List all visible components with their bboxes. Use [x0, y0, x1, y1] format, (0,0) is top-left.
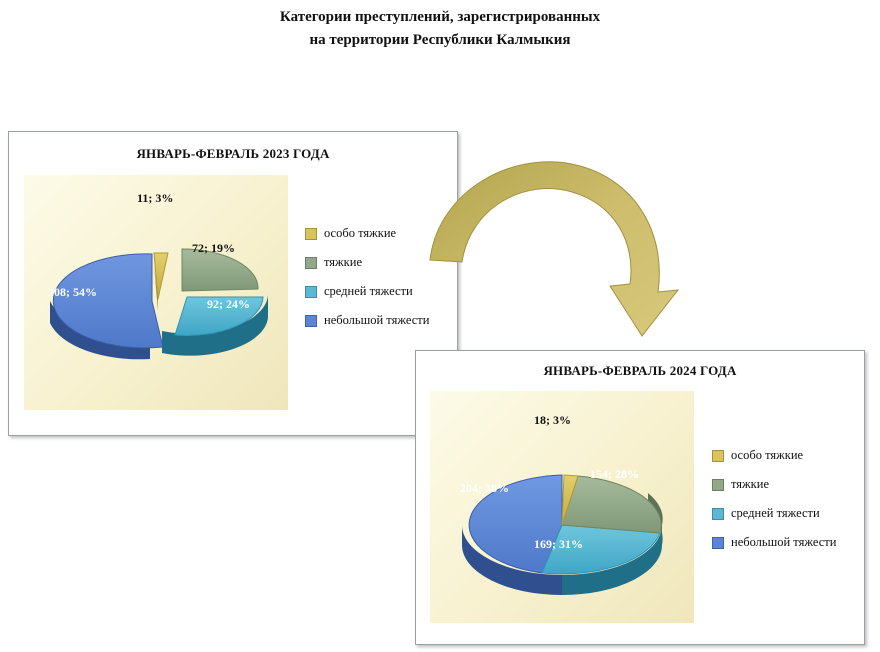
chart-title-2023: ЯНВАРЬ-ФЕВРАЛЬ 2023 ГОДА: [136, 146, 330, 161]
curved-arrow: [420, 150, 680, 345]
pie-slice-grave-2024: [562, 476, 661, 533]
legend-swatch-icon: [712, 537, 724, 549]
plot-area-2024: [430, 391, 694, 623]
page-title-line-1: Категории преступлений, зарегистрированных: [279, 9, 601, 25]
chart-title-2024: ЯНВАРЬ-ФЕВРАЛЬ 2024 ГОДА: [543, 363, 737, 378]
legend-item-medium-2023: [305, 284, 429, 299]
legend-label: тяжкие: [731, 477, 769, 491]
pie-data-label-medium-2023: 92; 24%: [207, 297, 250, 311]
legend-label: особо тяжкие: [731, 448, 804, 462]
legend-item-small-2024: [712, 535, 836, 550]
legend-label: тяжкие: [324, 255, 362, 269]
pie-data-label-grave-2024: 154; 28%: [590, 467, 639, 481]
pie-svg-2024: [438, 433, 688, 603]
pie-data-label-small-2024: 204; 38%: [460, 481, 509, 495]
page-title: [0, 6, 880, 51]
legend-swatch-icon: [712, 479, 724, 491]
legend-label: небольшой тяжести: [731, 535, 837, 549]
legend-label: средней тяжести: [324, 284, 413, 298]
pie-data-label-especially-grave-2023: 11; 3%: [137, 191, 174, 205]
legend-item-grave-2024: [712, 477, 836, 492]
chart-panel-2024: [415, 350, 865, 645]
pie-slice-especially-grave-2023: [154, 253, 168, 299]
legend-swatch-icon: [305, 228, 317, 240]
chart-panel-2023: [8, 131, 458, 436]
pie-data-label-medium-2024: 169; 31%: [534, 537, 583, 551]
legend-swatch-icon: [712, 508, 724, 520]
legend-swatch-icon: [305, 315, 317, 327]
legend-label: особо тяжкие: [324, 226, 397, 240]
legend-2024: [712, 448, 836, 564]
legend-item-grave-2023: [305, 255, 429, 270]
legend-swatch-icon: [305, 257, 317, 269]
legend-item-medium-2024: [712, 506, 836, 521]
pie-data-label-especially-grave-2024: 18; 3%: [534, 413, 571, 427]
legend-label: средней тяжести: [731, 506, 820, 520]
pie-data-label-grave-2023: 72; 19%: [192, 241, 235, 255]
legend-swatch-icon: [712, 450, 724, 462]
legend-label: небольшой тяжести: [324, 313, 430, 327]
curved-arrow-icon: [420, 150, 680, 345]
legend-2023: [305, 226, 429, 342]
legend-swatch-icon: [305, 286, 317, 298]
plot-area-2023: [24, 175, 288, 410]
pie-data-label-small-2023: 208; 54%: [48, 285, 97, 299]
legend-item-small-2023: [305, 313, 429, 328]
legend-item-especially-grave-2023: [305, 226, 429, 241]
pie-chart-2023: [32, 191, 282, 383]
page-title-line-2: на территории Республики Калмыкия: [309, 31, 571, 48]
legend-item-especially-grave-2024: [712, 448, 836, 463]
pie-chart-2024: [438, 413, 688, 603]
